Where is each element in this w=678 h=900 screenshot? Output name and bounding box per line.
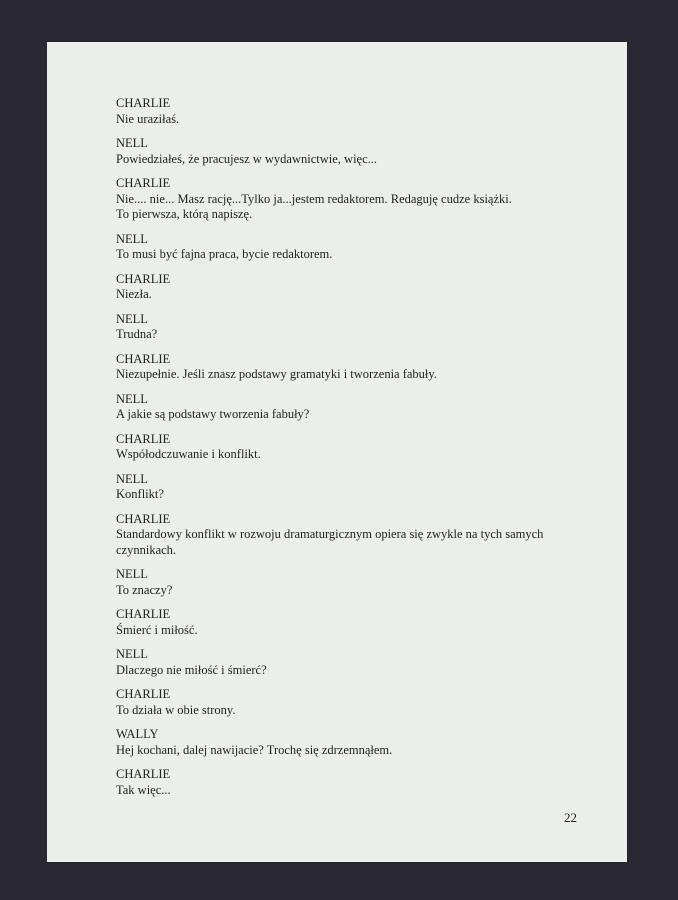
- dialogue-block: [116, 136, 596, 167]
- speaker-name: CHARLIE: [116, 351, 171, 366]
- dialogue-block: [116, 352, 596, 383]
- dialogue-block: [116, 432, 596, 463]
- dialogue-block: [116, 687, 596, 718]
- dialogue-line: Niezła.: [116, 287, 152, 301]
- dialogue-line: Współodczuwanie i konflikt.: [116, 447, 261, 461]
- dialogue-block: [116, 727, 596, 758]
- dialogue-line: Hej kochani, dalej nawijacie? Trochę się zdrzemnąłem.: [116, 742, 393, 757]
- dialogue-block: [116, 512, 596, 559]
- dialogue-block: [116, 567, 596, 598]
- dialogue-block: [116, 767, 596, 798]
- dialogue-block: [116, 607, 596, 638]
- dialogue-line: Powiedziałeś, że pracujesz w wydawnictwie, więc...: [116, 151, 378, 166]
- speaker-name: NELL: [116, 311, 148, 326]
- speaker-name: CHARLIE: [116, 176, 171, 190]
- speaker-name: NELL: [116, 231, 148, 246]
- page-number: 22: [564, 810, 577, 825]
- speaker-name: CHARLIE: [116, 271, 171, 286]
- dialogue-line: To działa w obie strony.: [116, 702, 236, 717]
- script-page: [47, 42, 627, 862]
- dialogue-line: A jakie są podstawy tworzenia fabuły?: [116, 407, 310, 421]
- dialogue-line: Trudna?: [116, 327, 158, 341]
- dialogue-list: [116, 96, 596, 807]
- speaker-name: CHARLIE: [116, 607, 171, 621]
- speaker-name: NELL: [116, 136, 148, 150]
- speaker-name: CHARLIE: [116, 767, 171, 781]
- speaker-name: CHARLIE: [116, 96, 171, 110]
- dialogue-block: [116, 647, 596, 678]
- dialogue-block: [116, 392, 596, 423]
- speaker-name: CHARLIE: [116, 511, 171, 526]
- dialogue-line: Dlaczego nie miłość i śmierć?: [116, 662, 267, 677]
- dialogue-line: To znaczy?: [116, 582, 173, 597]
- dialogue-line: Konflikt?: [116, 487, 164, 501]
- dialogue-line: Niezupełnie. Jeśli znasz podstawy gramatyki i tworzenia fabuły.: [116, 367, 437, 381]
- dialogue-block: [116, 176, 596, 223]
- dialogue-line: Śmierć i miłość.: [116, 622, 198, 637]
- dialogue-block: [116, 96, 596, 127]
- dialogue-line: Nie uraziłaś.: [116, 111, 180, 126]
- dialogue-line: czynnikach.: [116, 542, 177, 557]
- dialogue-line: To pierwsza, którą napiszę.: [116, 207, 253, 221]
- dialogue-line: Nie.... nie... Masz rację...Tylko ja...jestem redaktorem. Redaguję cudze książki.: [116, 191, 512, 206]
- dialogue-line: Tak więc...: [116, 782, 171, 797]
- speaker-name: CHARLIE: [116, 687, 171, 701]
- speaker-name: WALLY: [116, 727, 159, 741]
- speaker-name: NELL: [116, 647, 148, 661]
- dialogue-line: Standardowy konflikt w rozwoju dramaturgicznym opiera się zwykle na tych samych: [116, 527, 544, 541]
- speaker-name: NELL: [116, 391, 148, 406]
- dialogue-block: [116, 272, 596, 303]
- dialogue-block: [116, 232, 596, 263]
- dialogue-line: To musi być fajna praca, bycie redaktorem.: [116, 247, 333, 261]
- speaker-name: NELL: [116, 471, 148, 486]
- dialogue-block: [116, 472, 596, 503]
- dialogue-block: [116, 312, 596, 343]
- speaker-name: CHARLIE: [116, 431, 171, 446]
- speaker-name: NELL: [116, 567, 148, 581]
